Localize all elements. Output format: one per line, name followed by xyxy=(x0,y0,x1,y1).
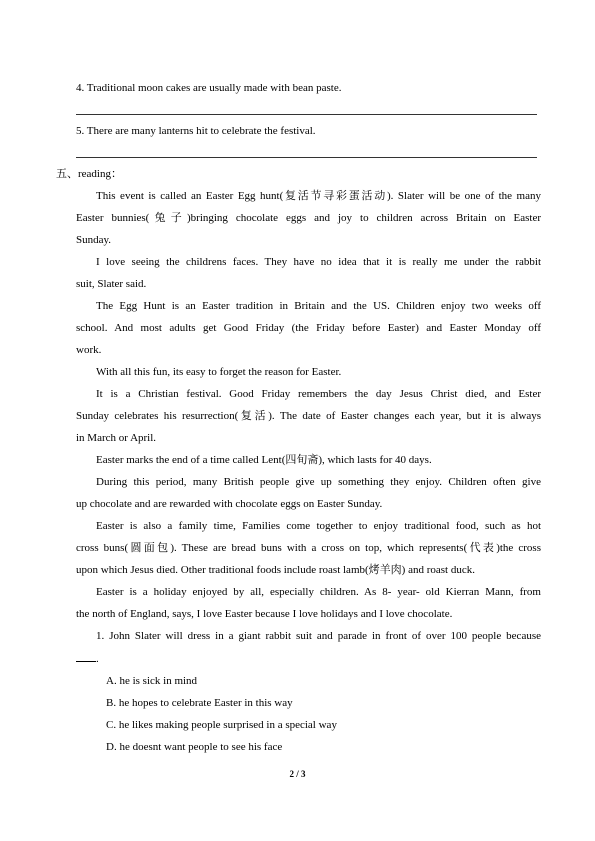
passage-line: work. xyxy=(76,344,102,356)
option-a: A. he is sick in mind xyxy=(106,675,198,687)
option-c: C. he likes making people surprised in a special way xyxy=(106,719,337,731)
passage-line: The Egg Hunt is an Easter tradition in Britain and the US. Children enjoy two weeks off xyxy=(96,300,541,312)
passage-line: cross buns(圆面包). These are bread buns with a cross on top, which represents(代表)the cross xyxy=(76,542,541,554)
answer-line-5 xyxy=(76,157,537,158)
passage-line: This event is called an Easter Egg hunt(复活节寻彩蛋活动). Slater will be one of the many xyxy=(96,190,541,202)
passage-line: Sunday. xyxy=(76,234,112,246)
passage-line: During this period, many British people give up something they enjoy. Children often give xyxy=(96,476,541,488)
option-d: D. he doesnt want people to see his face xyxy=(106,741,283,753)
passage-line: school. And most adults get Good Friday (the Friday before Easter) and Easter Monday off xyxy=(76,322,541,334)
answer-blank xyxy=(76,651,96,662)
question-1-stem: 1. John Slater will dress in a giant rabbit suit and parade in front of over 100 people because xyxy=(96,630,541,642)
passage-line: Easter is also a family time, Families come together to enjoy traditional food, such as hot xyxy=(96,520,541,532)
passage-line: Easter is a holiday enjoyed by all, especially children. As 8- year- old Kierran Mann, from xyxy=(96,586,541,598)
exercise-5: 5. There are many lanterns hit to celebrate the festival. xyxy=(76,125,316,137)
blank-tail: . xyxy=(96,653,99,665)
exercise-4: 4. Traditional moon cakes are usually made with bean paste. xyxy=(76,82,342,94)
passage-line: suit, Slater said. xyxy=(76,278,147,290)
page-number: 2 / 3 xyxy=(289,769,306,779)
passage-line: in March or April. xyxy=(76,432,157,444)
passage-line: It is a Christian festival. Good Friday remembers the day Jesus Christ died, and Ester xyxy=(96,388,541,400)
section-title: 五、reading： xyxy=(56,168,122,180)
passage-line: up chocolate and are rewarded with chocolate eggs on Easter Sunday. xyxy=(76,498,383,510)
option-b: B. he hopes to celebrate Easter in this way xyxy=(106,697,293,709)
passage-line: the north of England, says, I love Easter because I love holidays and I love chocolate. xyxy=(76,608,453,620)
passage-line: With all this fun, its easy to forget the reason for Easter. xyxy=(96,366,342,378)
question-1-blank xyxy=(76,651,541,666)
passage-line: Easter marks the end of a time called Lent(四旬斋), which lasts for 40 days. xyxy=(96,454,432,466)
passage-line: Easter bunnies(兔子)bringing chocolate eggs and joy to children across Britain on Easter xyxy=(76,212,541,224)
passage-line: upon which Jesus died. Other traditional foods include roast lamb(烤羊肉) and roast duck. xyxy=(76,564,475,576)
passage-line: I love seeing the childrens faces. They have no idea that it is really me under the rabbit xyxy=(96,256,541,268)
answer-line-4 xyxy=(76,114,537,115)
passage-line: Sunday celebrates his resurrection(复活). The date of Easter changes each year, but it is always xyxy=(76,410,541,422)
